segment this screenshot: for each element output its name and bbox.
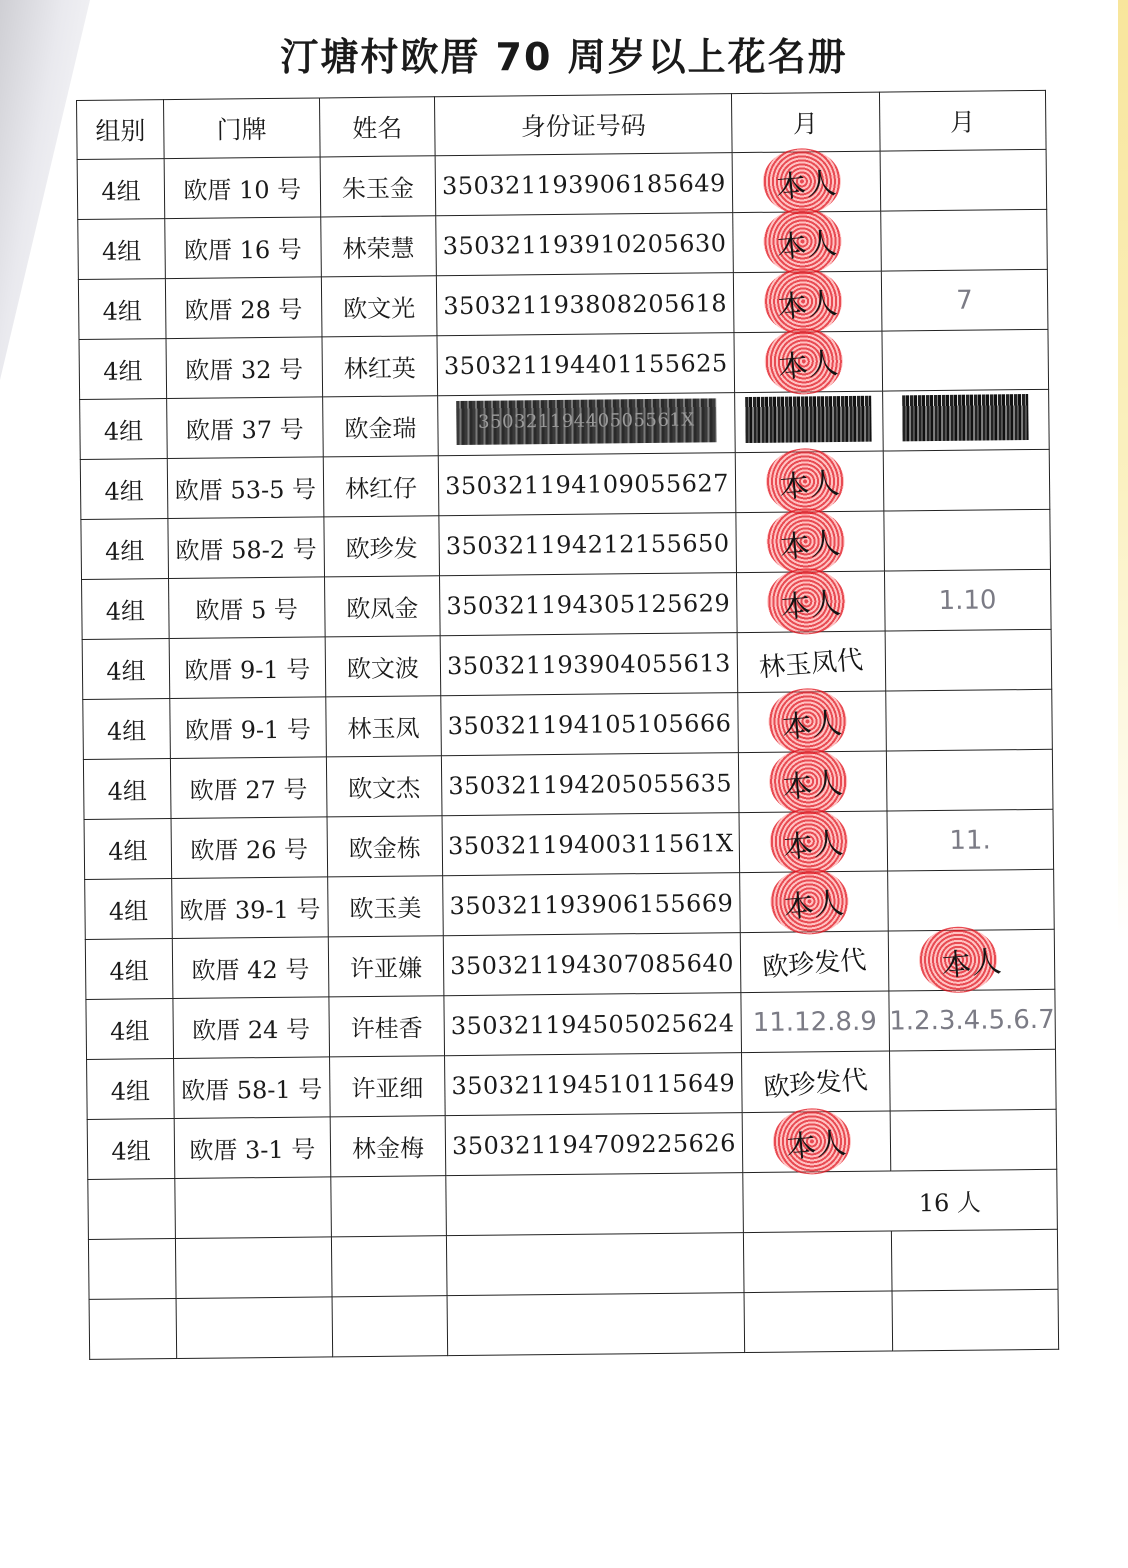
table-row xyxy=(82,629,1052,699)
table-row xyxy=(83,689,1053,759)
group-cell: 4组 xyxy=(79,339,167,400)
group-cell: 4组 xyxy=(85,939,173,1000)
month-2-cell xyxy=(881,269,1048,331)
redaction-bars xyxy=(902,394,1028,441)
name-cell: 欧文杰 xyxy=(326,756,442,817)
month-1-cell xyxy=(736,571,885,633)
signature: 本人 xyxy=(782,885,846,926)
month-1-cell xyxy=(734,331,883,393)
group-cell: 4组 xyxy=(78,279,166,340)
signature: 欧珍发代 xyxy=(762,1065,869,1104)
total-count: 16 人 xyxy=(742,1169,1057,1232)
id-cell: 350321194709225626 xyxy=(446,1113,743,1176)
id-cell: 350321193808205618 xyxy=(437,273,734,336)
month-1-cell xyxy=(739,811,888,873)
name-cell: 欧珍发 xyxy=(323,516,439,577)
month-2-cell xyxy=(880,149,1047,211)
name-cell: 欧文光 xyxy=(321,276,437,337)
door-cell: 欧厝 9-1 号 xyxy=(169,637,325,699)
month-1-cell xyxy=(737,691,886,753)
door-cell: 欧厝 37 号 xyxy=(167,397,323,459)
header-row xyxy=(77,90,1047,159)
id-cell: 350321194205055635 xyxy=(442,753,739,816)
name-cell: 林金梅 xyxy=(330,1116,446,1177)
signature: 本人 xyxy=(940,943,1003,984)
month-2-cell xyxy=(883,509,1050,571)
table-row xyxy=(87,1109,1057,1179)
roster-table xyxy=(76,90,1059,1360)
name-cell: 林荣慧 xyxy=(320,216,436,277)
signature: 林玉凤代 xyxy=(758,645,865,684)
month-2-cell xyxy=(882,389,1049,451)
month-1-cell xyxy=(735,451,884,513)
signature: 本人 xyxy=(779,585,842,626)
month-2-cell xyxy=(888,989,1055,1051)
month-1-cell xyxy=(735,511,884,573)
month-2-cell xyxy=(882,329,1049,391)
month-2-cell xyxy=(887,809,1054,871)
group-cell: 4组 xyxy=(78,219,166,280)
name-cell: 欧玉美 xyxy=(327,876,443,937)
name-cell: 欧金瑞 xyxy=(322,396,438,457)
id-cell: 350321194307085640 xyxy=(444,933,741,996)
door-cell: 欧厝 5 号 xyxy=(169,577,325,639)
month-1-cell xyxy=(741,1051,890,1113)
month-2-cell xyxy=(880,209,1047,271)
group-cell: 4组 xyxy=(84,819,172,880)
signature: 本人 xyxy=(784,1125,848,1166)
id-cell: 350321194401155625 xyxy=(437,333,734,396)
door-cell: 欧厝 58-1 号 xyxy=(174,1057,330,1119)
table-row xyxy=(77,149,1047,219)
signature: 本人 xyxy=(778,465,841,506)
name-cell: 许亚嫌 xyxy=(328,936,444,997)
month-1-cell xyxy=(734,391,883,453)
signature: 本人 xyxy=(776,285,839,326)
door-cell: 欧厝 42 号 xyxy=(172,937,328,999)
id-cell: 350321194305125629 xyxy=(440,573,737,636)
signature: 本人 xyxy=(775,225,839,266)
blank-row xyxy=(89,1289,1059,1359)
month-2-cell xyxy=(885,689,1052,751)
group-cell: 4组 xyxy=(86,999,174,1060)
header-name: 姓名 xyxy=(319,97,435,157)
id-cell: 350321194212155650 xyxy=(439,513,736,576)
header-id: 身份证号码 xyxy=(435,94,732,156)
table-row xyxy=(82,569,1052,639)
month-1-cell xyxy=(739,871,888,933)
name-cell: 许桂香 xyxy=(328,996,444,1057)
month-2-cell xyxy=(887,869,1054,931)
month-1-cell xyxy=(732,151,881,213)
door-cell: 欧厝 24 号 xyxy=(173,997,329,1059)
table-row xyxy=(78,269,1048,339)
id-cell: 350321193904055613 xyxy=(441,633,738,696)
header-month-2: 月 xyxy=(879,90,1046,151)
name-cell: 欧凤金 xyxy=(324,576,440,637)
month-1-cell xyxy=(738,751,887,813)
table-row xyxy=(84,809,1054,879)
door-cell: 欧厝 58-2 号 xyxy=(168,517,324,579)
month-2-cell xyxy=(889,1049,1056,1111)
table-row xyxy=(85,869,1055,939)
id-cell: 350321194105105666 xyxy=(441,693,738,756)
signature: 本人 xyxy=(778,525,842,566)
door-cell: 欧厝 10 号 xyxy=(164,157,320,219)
id-cell: 350321193906185649 xyxy=(436,153,733,216)
pencil-note: 1.10 xyxy=(938,584,997,616)
group-cell: 4组 xyxy=(82,579,170,640)
door-cell: 欧厝 16 号 xyxy=(165,217,321,279)
group-cell: 4组 xyxy=(85,879,173,940)
signature: 本人 xyxy=(780,705,844,746)
group-cell: 4组 xyxy=(87,1119,175,1180)
signature: 本人 xyxy=(781,765,844,806)
id-cell: 350321194109055627 xyxy=(439,453,736,516)
name-cell: 朱玉金 xyxy=(320,156,436,217)
pencil-note: 1.2.3.4.5.6.7 xyxy=(889,1004,1055,1037)
roster-body xyxy=(77,149,1057,1179)
name-cell: 林红英 xyxy=(322,336,438,397)
name-cell: 林玉凤 xyxy=(325,696,441,757)
month-1-cell xyxy=(732,211,881,273)
table-row xyxy=(81,509,1051,579)
group-cell: 4组 xyxy=(82,639,170,700)
month-2-cell xyxy=(885,629,1052,691)
table-row xyxy=(83,749,1053,819)
pencil-note: 7 xyxy=(955,285,973,316)
group-cell: 4组 xyxy=(77,159,165,220)
group-cell: 4组 xyxy=(83,759,171,820)
door-cell: 欧厝 32 号 xyxy=(166,337,322,399)
table-row xyxy=(87,1049,1057,1119)
month-2-cell xyxy=(886,749,1053,811)
month-1-cell xyxy=(740,991,889,1053)
table-row xyxy=(86,989,1056,1059)
blank-row xyxy=(88,1229,1058,1299)
group-cell: 4组 xyxy=(81,519,169,580)
id-cell: 350321194505025624 xyxy=(444,993,741,1056)
table-row xyxy=(80,449,1050,519)
month-1-cell xyxy=(733,271,882,333)
door-cell: 欧厝 26 号 xyxy=(171,817,327,879)
header-door: 门牌 xyxy=(164,98,320,159)
id-cell: 350321193910205630 xyxy=(436,213,733,276)
id-cell: 350321193906155669 xyxy=(443,873,740,936)
table-row xyxy=(80,389,1050,459)
table-row xyxy=(85,929,1055,999)
door-cell: 欧厝 3-1 号 xyxy=(174,1117,330,1179)
signature: 本人 xyxy=(776,345,840,386)
door-cell: 欧厝 53-5 号 xyxy=(167,457,323,519)
name-cell: 欧金栋 xyxy=(327,816,443,877)
month-2-cell xyxy=(890,1109,1057,1171)
redacted-id: 35032119440505561X xyxy=(456,398,716,445)
document-title: 汀塘村欧厝 70 周岁以上花名册 xyxy=(280,35,848,79)
header-month-1: 月 xyxy=(731,92,880,153)
group-cell: 4组 xyxy=(80,459,168,520)
signature: 欧珍发代 xyxy=(761,945,868,984)
pencil-note: 11. xyxy=(949,824,991,856)
signature: 本人 xyxy=(781,825,845,866)
group-cell: 4组 xyxy=(87,1059,175,1120)
month-2-cell xyxy=(883,449,1050,511)
table-row xyxy=(78,209,1048,279)
name-cell: 欧文波 xyxy=(325,636,441,697)
month-1-cell xyxy=(740,931,889,993)
id-cell xyxy=(438,393,735,456)
total-row xyxy=(88,1169,1058,1239)
name-cell: 林红仔 xyxy=(323,456,439,517)
signature: 本人 xyxy=(774,165,838,206)
id-cell: 350321194510115649 xyxy=(445,1053,742,1116)
redaction-bars xyxy=(745,395,871,442)
group-cell: 4组 xyxy=(80,399,168,460)
door-cell: 欧厝 28 号 xyxy=(165,277,321,339)
month-1-cell xyxy=(742,1111,891,1173)
month-1-cell xyxy=(737,631,886,693)
page-edge-strip xyxy=(1118,0,1128,1568)
id-cell: 35032119400311561X xyxy=(442,813,739,876)
door-cell: 欧厝 9-1 号 xyxy=(170,697,326,759)
group-cell: 4组 xyxy=(83,699,171,760)
name-cell: 许亚细 xyxy=(329,1056,445,1117)
door-cell: 欧厝 39-1 号 xyxy=(172,877,328,939)
door-cell: 欧厝 27 号 xyxy=(171,757,327,819)
signature: 11.12.8.9 xyxy=(752,1006,877,1038)
month-2-cell xyxy=(884,569,1051,631)
month-2-cell xyxy=(888,929,1055,991)
header-group: 组别 xyxy=(77,100,165,160)
table-row xyxy=(79,329,1049,399)
